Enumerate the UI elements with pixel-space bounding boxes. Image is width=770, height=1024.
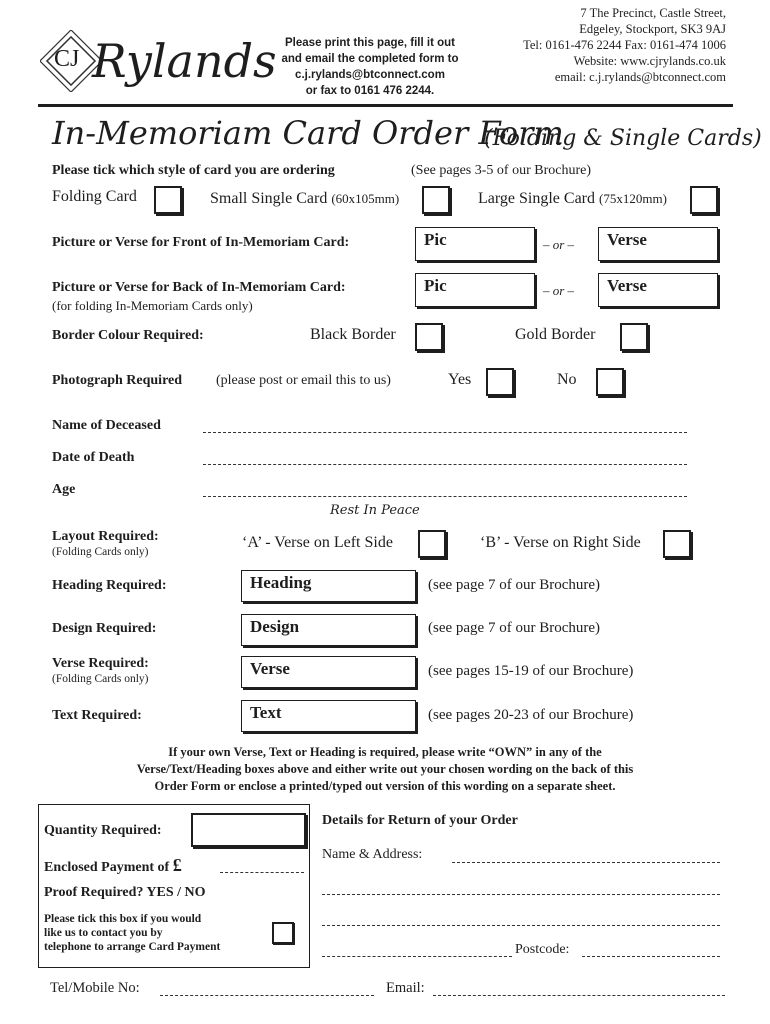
heading-box[interactable]: Heading [241, 570, 416, 602]
gold-border-checkbox[interactable] [620, 323, 648, 351]
contact-checkbox[interactable] [272, 922, 294, 944]
photograph-note: (please post or email this to us) [216, 373, 391, 388]
business-address [523, 5, 726, 85]
layout-label: Layout Required: [52, 529, 159, 544]
logo-initials: CJ [54, 46, 80, 72]
instruction-line: and email the completed form to [281, 53, 459, 65]
deceased-name-label: Name of Deceased [52, 418, 161, 433]
large-single-card-label [478, 190, 667, 208]
date-of-death-label: Date of Death [52, 450, 135, 465]
large-single-size: (75x120mm) [599, 191, 667, 206]
instruction-line: Please print this page, fill it out [285, 37, 455, 49]
quantity-input[interactable] [191, 813, 306, 847]
text-box[interactable]: Text [241, 700, 416, 732]
verse-box[interactable]: Verse [241, 656, 416, 688]
address-line-4-field[interactable] [322, 956, 512, 957]
back-note: (for folding In-Memoriam Cards only) [52, 298, 253, 313]
print-instructions [260, 35, 480, 99]
page-title: In-Memoriam Card Order Form [52, 114, 564, 152]
own-note-line: Verse/Text/Heading boxes above and either write out your chosen wording on the back of this [136, 762, 634, 776]
front-verse-box[interactable]: Verse [598, 227, 718, 261]
age-label: Age [52, 482, 76, 497]
postcode-label: Postcode: [515, 942, 570, 957]
photo-no-checkbox[interactable] [596, 368, 624, 396]
black-border-label: Black Border [310, 326, 396, 343]
tel-field[interactable] [160, 995, 374, 996]
pound-symbol: £ [172, 855, 182, 875]
heading-hint: (see page 7 of our Brochure) [428, 577, 601, 593]
design-hint: (see page 7 of our Brochure) [428, 620, 601, 636]
design-box[interactable]: Design [241, 614, 416, 646]
photo-no-label: No [557, 371, 577, 388]
address-line: 7 The Precinct, Castle Street, [580, 6, 726, 20]
small-single-size: (60x105mm) [331, 191, 400, 206]
contact-line: Please tick this box if you would [44, 913, 202, 925]
name-address-label: Name & Address: [322, 847, 423, 862]
text-label: Text Required: [52, 708, 142, 723]
back-verse-box[interactable]: Verse [598, 273, 718, 307]
folding-card-checkbox[interactable] [154, 186, 182, 214]
small-single-text: Small Single Card [210, 190, 328, 207]
photograph-label: Photograph Required [52, 373, 183, 388]
front-label: Picture or Verse for Front of In-Memoriam Card: [52, 235, 350, 250]
front-or: – or – [543, 237, 575, 252]
layout-a-label: ‘A’ - Verse on Left Side [242, 534, 393, 551]
age-field[interactable] [203, 496, 687, 497]
own-wording-note [40, 744, 730, 795]
layout-a-checkbox[interactable] [418, 530, 446, 558]
back-or: – or – [543, 283, 575, 298]
quantity-label: Quantity Required: [44, 823, 162, 838]
text-hint: (see pages 20-23 of our Brochure) [428, 707, 634, 723]
style-prompt: Please tick which style of card you are ordering [52, 163, 335, 178]
contact-line: telephone to arrange Card Payment [44, 941, 221, 953]
date-of-death-field[interactable] [203, 464, 687, 465]
payment-label [44, 855, 182, 876]
contact-note [44, 912, 220, 954]
address-line: Website: www.cjrylands.co.uk [573, 54, 726, 68]
payment-amount-field[interactable] [220, 872, 304, 873]
own-note-line: If your own Verse, Text or Heading is required, please write “OWN” in any of the [168, 745, 602, 759]
address-line: email: c.j.rylands@btconnect.com [554, 70, 726, 84]
email-label: Email: [386, 980, 425, 996]
address-line: Edgeley, Stockport, SK3 9AJ [579, 22, 726, 36]
large-single-card-checkbox[interactable] [690, 186, 718, 214]
verse-note: (Folding Cards only) [52, 673, 149, 685]
heading-label: Heading Required: [52, 578, 167, 593]
address-line: Tel: 0161-476 2244 Fax: 0161-474 1006 [523, 38, 726, 52]
gold-border-label: Gold Border [515, 326, 596, 343]
style-hint: (See pages 3-5 of our Brochure) [411, 163, 591, 178]
layout-b-label: ‘B’ - Verse on Right Side [480, 534, 641, 551]
back-pic-box[interactable]: Pic [415, 273, 535, 307]
instruction-line: c.j.rylands@btconnect.com [295, 69, 445, 81]
tel-label: Tel/Mobile No: [50, 980, 140, 996]
header-divider [38, 104, 733, 107]
border-label: Border Colour Required: [52, 328, 204, 343]
verse-hint: (see pages 15-19 of our Brochure) [428, 663, 634, 679]
address-line-2-field[interactable] [322, 894, 720, 895]
contact-line: like us to contact you by [44, 927, 163, 939]
small-single-card-label [210, 190, 399, 208]
front-pic-box[interactable]: Pic [415, 227, 535, 261]
photo-yes-checkbox[interactable] [486, 368, 514, 396]
black-border-checkbox[interactable] [415, 323, 443, 351]
verse-label: Verse Required: [52, 656, 149, 671]
instruction-line: or fax to 0161 476 2244. [305, 85, 435, 97]
layout-note: (Folding Cards only) [52, 546, 149, 558]
back-label: Picture or Verse for Back of In-Memoriam Card: [52, 280, 346, 295]
name-address-field[interactable] [452, 862, 720, 863]
page-subtitle: (Folding & Single Cards) [484, 126, 762, 151]
design-label: Design Required: [52, 621, 157, 636]
own-note-line: Order Form or enclose a printed/typed out version of this wording on a separate sheet. [154, 779, 616, 793]
postcode-field[interactable] [582, 956, 720, 957]
proof-required: Proof Required? YES / NO [44, 885, 206, 900]
folding-card-label: Folding Card [52, 188, 137, 205]
layout-b-checkbox[interactable] [663, 530, 691, 558]
rest-in-peace: Rest In Peace [330, 503, 420, 518]
logo-name: Rylands [92, 34, 277, 88]
address-line-3-field[interactable] [322, 925, 720, 926]
return-title: Details for Return of your Order [322, 813, 518, 828]
deceased-name-field[interactable] [203, 432, 687, 433]
large-single-text: Large Single Card [478, 190, 596, 207]
email-field[interactable] [433, 995, 725, 996]
small-single-card-checkbox[interactable] [422, 186, 450, 214]
payment-text: Enclosed Payment of [44, 860, 170, 875]
photo-yes-label: Yes [448, 371, 472, 388]
